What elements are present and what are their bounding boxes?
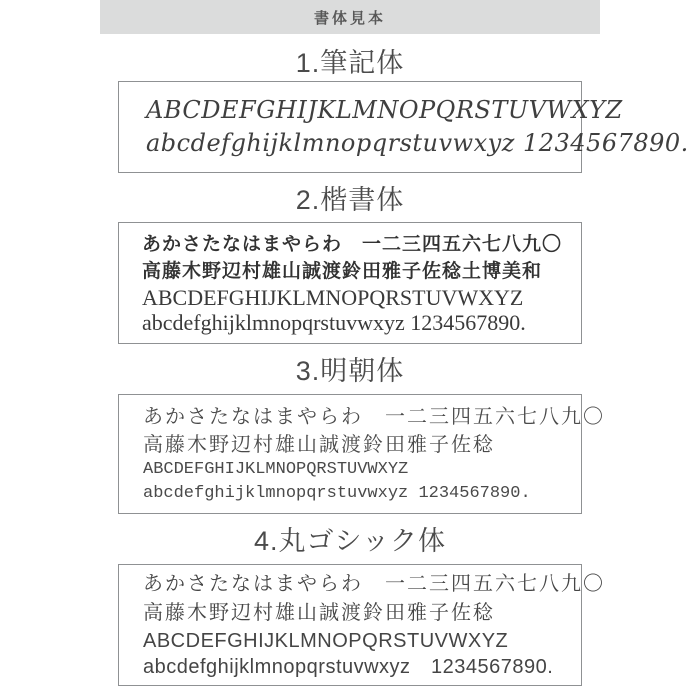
sample-line: あかさたなはまやらわ 一二三四五六七八九〇	[143, 404, 605, 428]
section-title-mincho: 3.明朝体	[295, 356, 405, 386]
sample-box-script	[118, 81, 689, 173]
section-script	[0, 48, 700, 173]
sample-line: あかさたなはまやらわ 一二三四五六七八九〇	[142, 233, 563, 255]
sample-line: abcdefghijklmnopqrstuvwxyz 1234567890.	[142, 310, 526, 335]
sample-line: abcdefghijklmnopqrstuvwxyz 1234567890.	[146, 129, 689, 157]
section-title-marugothic: 4.丸ゴシック体	[254, 526, 446, 556]
sample-line: ABCDEFGHIJKLMNOPQRSTUVWXYZ	[143, 460, 409, 479]
sample-line: ABCDEFGHIJKLMNOPQRSTUVWXYZ	[142, 285, 524, 310]
page-title: 書体見本	[313, 9, 386, 27]
sample-line: abcdefghijklmnopqrstuvwxyz 1234567890.	[143, 484, 531, 503]
section-kaisho	[0, 185, 700, 344]
section-title-script: 1.筆記体	[295, 48, 405, 78]
sample-line: ABCDEFGHIJKLMNOPQRSTUVWXYZ	[146, 96, 623, 124]
sample-box-mincho	[118, 394, 605, 514]
sample-line: あかさたなはまやらわ 一二三四五六七八九〇	[143, 573, 605, 595]
section-marugothic	[0, 526, 700, 686]
sample-line: ABCDEFGHIJKLMNOPQRSTUVWXYZ	[143, 630, 509, 652]
sample-line: 高藤木野辺村雄山誠渡鈴田雅子佐稔	[143, 602, 495, 624]
sample-box-marugothic	[118, 564, 605, 686]
sample-line: abcdefghijklmnopqrstuvwxyz 1234567890.	[143, 656, 554, 678]
section-title-kaisho: 2.楷書体	[295, 185, 405, 215]
sample-box-kaisho	[118, 222, 582, 344]
section-mincho	[0, 356, 700, 514]
sample-line: 高藤木野辺村雄山誠渡鈴田雅子佐稔	[143, 432, 495, 456]
sample-line: 高藤木野辺村雄山誠渡鈴田雅子佐稔土博美和	[142, 260, 543, 282]
page-header	[100, 0, 600, 34]
